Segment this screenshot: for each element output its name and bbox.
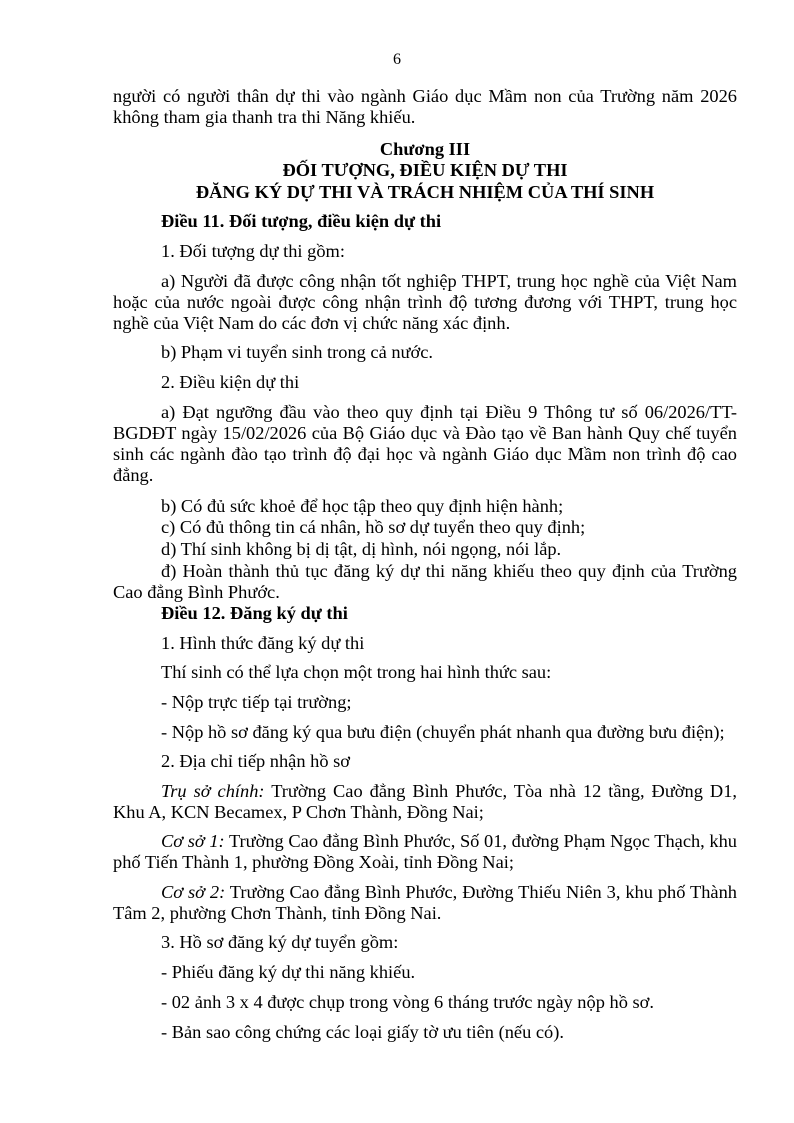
campus-1-label: Cơ sở 1: (161, 831, 225, 851)
page-number: 6 (393, 51, 401, 68)
address-campus-1 (113, 831, 737, 873)
chapter-title-line1: ĐỐI TƯỢNG, ĐIỀU KIỆN DỰ THI (282, 160, 568, 180)
article-11-item-2b: b) Có đủ sức khoẻ để học tập theo quy định hiện hành; (161, 496, 564, 516)
article-11-item-2c: c) Có đủ thông tin cá nhân, hồ sơ dự tuyển theo quy định; (161, 517, 586, 537)
chapter-label: Chương III (379, 139, 471, 159)
article-12-item-3: 3. Hồ sơ đăng ký dự tuyển gồm: (161, 932, 399, 952)
article-11-item-2: 2. Điều kiện dự thi (161, 372, 300, 392)
headquarters-label: Trụ sở chính: (161, 781, 265, 801)
article-11-item-1a: a) Người đã được công nhận tốt nghiệp THPT, trung học nghề của Việt Nam hoặc của nước ngoài được công nhận trình độ tương đương với THPT, trung học nghề của Việt Nam do các đơn vị chức năng xác định. (113, 271, 737, 333)
article-11-item-2a: a) Đạt ngưỡng đầu vào theo quy định tại Điều 9 Thông tư số 06/2026/TT-BGDĐT ngày 15/02/2026 của Bộ Giáo dục và Đào tạo về Ban hành Quy chế tuyển sinh các ngành đào tạo trình độ đại học và ngành Giáo dục Mầm non trình độ cao đẳng. (113, 402, 737, 485)
document-item-3: - Bản sao công chứng các loại giấy tờ ưu tiên (nếu có). (161, 1022, 564, 1042)
article-11-item-2dd: đ) Hoàn thành thủ tục đăng ký dự thi năng khiếu theo quy định của Trường Cao đẳng Bình Phước. (113, 561, 737, 602)
article-11-heading: Điều 11. Đối tượng, điều kiện dự thi (161, 211, 442, 231)
article-12-item-2: 2. Địa chỉ tiếp nhận hồ sơ (161, 751, 350, 771)
article-12-option-1: - Nộp trực tiếp tại trường; (161, 692, 352, 712)
article-11-item-2d: d) Thí sinh không bị dị tật, dị hình, nói ngọng, nói lắp. (161, 539, 562, 559)
address-campus-2 (113, 882, 737, 924)
chapter-title-line2: ĐĂNG KÝ DỰ THI VÀ TRÁCH NHIỆM CỦA THÍ SINH (195, 182, 655, 202)
document-item-1: - Phiếu đăng ký dự thi năng khiếu. (161, 962, 416, 982)
article-12-item-1: 1. Hình thức đăng ký dự thi (161, 633, 365, 653)
article-12-heading: Điều 12. Đăng ký dự thi (161, 603, 348, 623)
campus-2-address: Trường Cao đẳng Bình Phước, Đường Thiếu Niên 3, khu phố Thành Tâm 2, phường Chơn Thành, tỉnh Đồng Nai. (113, 882, 737, 923)
article-12-item-1-intro: Thí sinh có thể lựa chọn một trong hai hình thức sau: (161, 662, 552, 682)
campus-2-label: Cơ sở 2: (161, 882, 226, 902)
headquarters-address: Trường Cao đẳng Bình Phước, Tòa nhà 12 tầng, Đường D1, Khu A, KCN Becamex, P Chơn Thành, Đồng Nai; (113, 781, 737, 822)
address-headquarters (113, 781, 737, 823)
article-11-item-1: 1. Đối tượng dự thi gồm: (161, 241, 345, 261)
intro-paragraph: người có người thân dự thi vào ngành Giáo dục Mầm non của Trường năm 2026 không tham gia thanh tra thi Năng khiếu. (113, 86, 737, 127)
campus-1-address: Trường Cao đẳng Bình Phước, Số 01, đường Phạm Ngọc Thạch, khu phố Tiến Thành 1, phường Đồng Xoài, tỉnh Đồng Nai; (113, 831, 737, 872)
article-11-item-1b: b) Phạm vi tuyển sinh trong cả nước. (161, 342, 434, 362)
article-12-option-2: - Nộp hồ sơ đăng ký qua bưu điện (chuyển phát nhanh qua đường bưu điện); (161, 722, 725, 742)
document-item-2: - 02 ảnh 3 x 4 được chụp trong vòng 6 tháng trước ngày nộp hồ sơ. (161, 992, 654, 1012)
